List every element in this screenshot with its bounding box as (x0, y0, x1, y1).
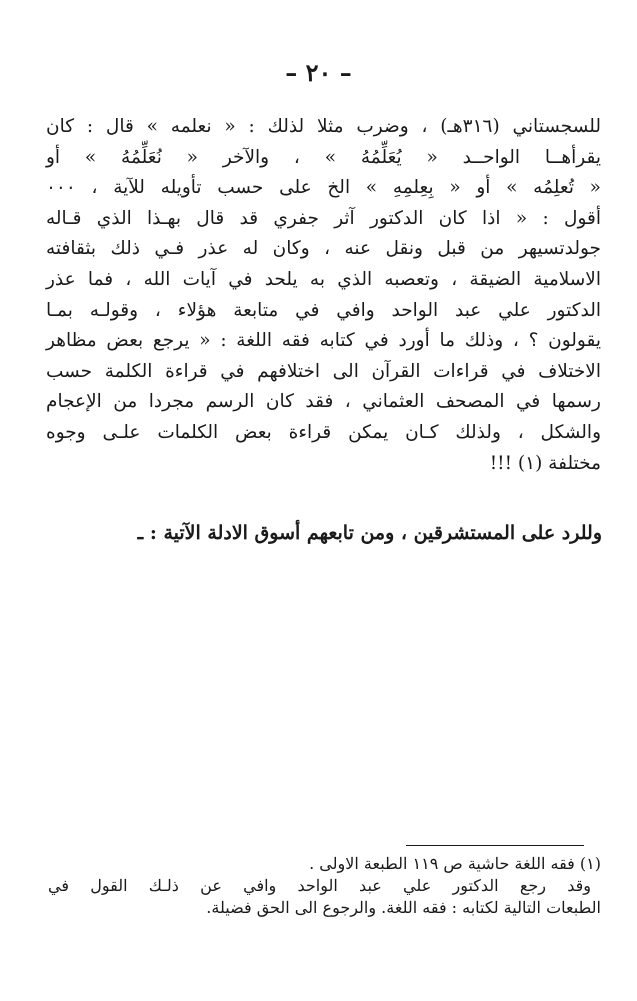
body-line: يقرأهــا الواحــد « يُعَلِّمُهُ » ، والآخر « نُعَلِّمُهُ » أو (46, 146, 601, 168)
footnote-line: (١) فقه اللغة حاشية ص ١١٩ الطبعة الاولى . (309, 854, 601, 873)
page-number: – ٢٠ – (285, 58, 352, 87)
body-line: الاختلاف في قراءات القرآن الى اختلافهم في قراءة الكلمة حسب (46, 360, 601, 382)
body-line: الاسلامية الضيقة ، وتعصبه الذي به يلحد في آيات الله ، فما عذر (46, 268, 601, 290)
footnotes (48, 853, 601, 919)
body-text (46, 112, 601, 479)
body-line: مختلفة (١) !!! (489, 452, 601, 474)
body-line: للسجستاني (٣١٦هـ) ، وضرب مثلا لذلك : « نعلمه » قال : كان (46, 116, 601, 137)
body-line: رسمها في المصحف العثماني ، فقد كان الرسم مجردا من الإعجام (46, 391, 601, 413)
body-line: يقولون ؟ ، وذلك ما أورد في كتابه فقه اللغة : « يرجع بعض مظاهر (46, 330, 601, 352)
footnote-line: الطبعات التالية لكتابه : فقه اللغة. والرجوع الى الحق فضيلة. (206, 898, 601, 917)
footnote-line: وقد رجع الدكتور علي عبد الواحد وافي عن ذلـك القول في (48, 876, 591, 895)
section-heading: وللرد على المستشرقين ، ومن تابعهم أسوق الادلة الآتية : ـ (137, 522, 602, 544)
body-line: الدكتور علي عبد الواحد وافي في متابعة هؤلاء ، وقولـه بمـا (46, 299, 601, 321)
body-line: جولدتسيهر من قبل ونقل عنه ، وكان له عذر فـي ذلك بثقافته (46, 238, 601, 260)
body-line: والشكل ، ولذلك كـان يمكن قراءة بعض الكلمات علـى وجوه (46, 421, 601, 443)
footnote-divider (406, 845, 584, 846)
body-line: أقول : « اذا كان الدكتور آثر جفري قد قال بهـذا الذي قـاله (46, 207, 601, 229)
body-line: « تُعلِمُه » أو « بِعِلمِهِ » الخ على حسب تأويله للآية ، ٠٠٠ (46, 177, 601, 199)
